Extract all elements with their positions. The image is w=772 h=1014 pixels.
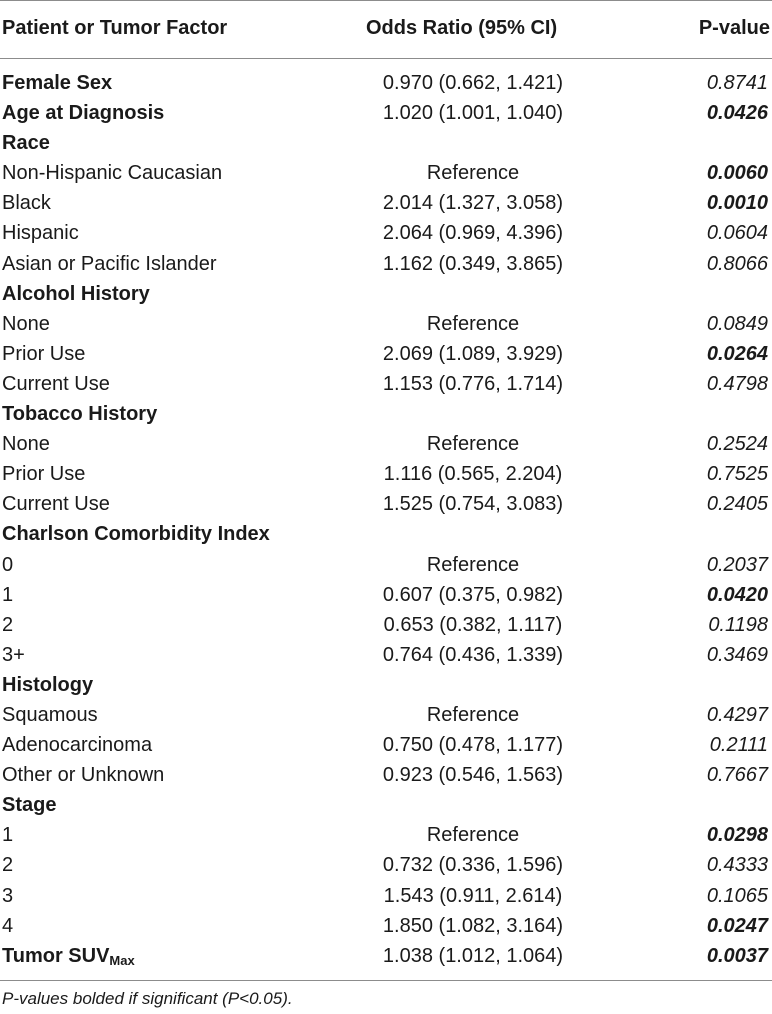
factor-label: 1	[2, 583, 14, 606]
odds-ratio-cell: 1.162 (0.349, 3.865)	[382, 252, 564, 275]
table-body	[0, 68, 772, 971]
factor-label: Race	[2, 132, 50, 155]
table-row	[0, 670, 772, 700]
table-row	[0, 218, 772, 248]
factor-label: Prior Use	[2, 342, 86, 365]
factor-label: Age at Diagnosis	[2, 102, 165, 125]
table-row	[0, 158, 772, 188]
odds-ratio-cell: Reference	[426, 703, 520, 726]
table-row	[0, 790, 772, 820]
table-row	[0, 399, 772, 429]
factor-label: Tobacco History	[2, 403, 158, 426]
p-value-cell: 0.0060	[706, 162, 768, 185]
p-value-cell: 0.0604	[706, 222, 768, 245]
odds-ratio-cell: 2.069 (1.089, 3.929)	[382, 342, 564, 365]
factor-cell	[2, 824, 13, 847]
table-row	[0, 429, 772, 459]
table-row	[0, 279, 772, 309]
factor-cell	[2, 132, 50, 155]
p-value-cell: 0.4297	[706, 703, 768, 726]
odds-ratio-cell: 0.750 (0.478, 1.177)	[382, 734, 564, 757]
factor-label: Non-Hispanic Caucasian	[2, 162, 223, 185]
odds-ratio-cell: 0.970 (0.662, 1.421)	[382, 72, 564, 94]
factor-label: Alcohol History	[2, 282, 150, 305]
odds-ratio-cell: Reference	[426, 553, 520, 576]
factor-label: None	[2, 312, 50, 335]
factor-label: 3	[2, 884, 14, 907]
factor-label: 2	[2, 613, 14, 636]
factor-label: 1	[2, 824, 14, 847]
table-row	[0, 550, 772, 580]
factor-cell	[2, 463, 85, 486]
factor-label: Squamous	[2, 703, 98, 726]
factor-label: Adenocarcinoma	[2, 734, 153, 757]
p-value-cell: 0.3469	[706, 643, 768, 666]
factor-cell	[2, 644, 25, 667]
header-factor: Patient or Tumor Factor	[2, 17, 228, 39]
p-value-cell: 0.8741	[706, 72, 768, 94]
factor-cell	[2, 343, 85, 366]
odds-ratio-cell: 1.116 (0.565, 2.204)	[383, 463, 563, 486]
table-row	[0, 309, 772, 339]
table-row	[0, 700, 772, 730]
factor-label: 4	[2, 914, 14, 937]
factor-label: Black	[2, 192, 51, 215]
odds-ratio-cell: Reference	[426, 312, 520, 335]
factor-cell	[2, 854, 13, 877]
odds-ratio-cell: Reference	[426, 824, 520, 847]
factor-cell	[2, 403, 157, 426]
factor-cell	[2, 373, 110, 396]
odds-ratio-cell: 0.732 (0.336, 1.596)	[382, 854, 564, 877]
odds-ratio-cell: 2.014 (1.327, 3.058)	[382, 192, 564, 215]
factor-cell	[2, 102, 164, 125]
odds-ratio-cell: Reference	[426, 162, 520, 185]
p-value-cell: 0.1198	[708, 613, 768, 636]
factor-cell	[2, 493, 110, 516]
factor-label: Female Sex	[2, 72, 113, 94]
factor-cell	[2, 554, 13, 577]
factor-cell	[2, 674, 93, 697]
p-value-cell: 0.0247	[706, 914, 768, 937]
table-row	[0, 580, 772, 610]
factor-label: Charlson Comorbidity Index	[2, 523, 270, 546]
factor-cell	[2, 704, 98, 727]
table-row	[0, 188, 772, 218]
table-row	[0, 941, 772, 971]
p-value-cell: 0.0298	[706, 824, 768, 847]
table-row	[0, 68, 772, 98]
factor-cell	[2, 222, 79, 245]
table-row	[0, 489, 772, 519]
factor-cell	[2, 794, 56, 817]
odds-ratio-cell: Reference	[426, 433, 520, 456]
odds-ratio-cell: 0.764 (0.436, 1.339)	[382, 643, 564, 666]
factor-cell	[2, 313, 50, 336]
p-value-cell: 0.8066	[706, 252, 768, 275]
factor-cell	[2, 885, 13, 908]
table-row	[0, 459, 772, 489]
table-row	[0, 820, 772, 850]
factor-label: Stage	[2, 794, 57, 817]
factor-cell	[2, 253, 217, 276]
factor-cell	[2, 945, 135, 968]
p-value-cell: 0.0037	[706, 944, 768, 967]
p-value-cell: 0.0420	[706, 583, 768, 606]
factor-label: 0	[2, 553, 14, 576]
factor-label: None	[2, 433, 50, 456]
factor-cell	[2, 162, 222, 185]
p-value-cell: 0.4798	[706, 372, 768, 395]
odds-ratio-cell: 0.653 (0.382, 1.117)	[383, 613, 563, 636]
p-value-cell: 0.7525	[706, 463, 768, 486]
table-row	[0, 339, 772, 369]
factor-label: Histology	[2, 673, 94, 696]
table-row	[0, 98, 772, 128]
factor-subscript: Max	[109, 952, 135, 968]
table-row	[0, 730, 772, 760]
bottom-rule	[0, 980, 772, 981]
table-footnote: P-values bolded if significant (P<0.05).	[2, 989, 293, 1008]
factor-cell	[2, 283, 150, 306]
p-value-cell: 0.0849	[706, 312, 768, 335]
factor-label: Hispanic	[2, 222, 79, 245]
factor-label: Asian or Pacific Islander	[2, 252, 217, 275]
p-value-cell: 0.2524	[706, 433, 768, 456]
table-row	[0, 249, 772, 279]
odds-ratio-cell: 2.064 (0.969, 4.396)	[382, 222, 564, 245]
p-value-cell: 0.1065	[706, 884, 768, 907]
odds-ratio-cell: 1.020 (1.001, 1.040)	[382, 102, 564, 125]
factor-cell	[2, 433, 50, 456]
p-value-cell: 0.7667	[706, 764, 768, 787]
p-value-cell: 0.0264	[706, 342, 768, 365]
odds-ratio-cell: 1.153 (0.776, 1.714)	[382, 372, 564, 395]
p-value-cell: 0.2405	[706, 493, 768, 516]
odds-ratio-cell: 1.850 (1.082, 3.164)	[382, 914, 564, 937]
table-row	[0, 850, 772, 880]
header-rule	[0, 58, 772, 59]
table-row	[0, 519, 772, 549]
odds-ratio-cell: 1.038 (1.012, 1.064)	[382, 944, 564, 967]
table-header	[0, 0, 772, 58]
factor-label: Prior Use	[2, 463, 86, 486]
factor-label: Current Use	[2, 372, 110, 395]
factor-cell	[2, 72, 112, 95]
factor-cell	[2, 915, 13, 938]
table-row	[0, 911, 772, 941]
table-row	[0, 128, 772, 158]
odds-ratio-cell: 0.923 (0.546, 1.563)	[382, 764, 564, 787]
factor-label: 2	[2, 854, 14, 877]
table-row	[0, 760, 772, 790]
odds-ratio-cell: 1.543 (0.911, 2.614)	[383, 884, 563, 907]
p-value-cell: 0.0426	[706, 102, 768, 125]
factor-cell	[2, 192, 51, 215]
table-row	[0, 610, 772, 640]
odds-ratio-cell: 0.607 (0.375, 0.982)	[382, 583, 564, 606]
p-value-cell: 0.4333	[706, 854, 768, 877]
factor-cell	[2, 614, 13, 637]
factor-label: 3+	[2, 643, 25, 666]
table-row	[0, 881, 772, 911]
factor-cell	[2, 584, 13, 607]
table-row	[0, 640, 772, 670]
header-p-value: P-value	[698, 17, 770, 39]
factor-cell	[2, 523, 270, 546]
p-value-cell: 0.0010	[706, 192, 768, 215]
factor-label: Current Use	[2, 493, 110, 516]
table-row	[0, 369, 772, 399]
factor-label: Tumor SUV	[2, 944, 110, 967]
factor-cell	[2, 734, 152, 757]
header-odds-ratio: Odds Ratio (95% CI)	[366, 17, 558, 39]
odds-ratio-cell: 1.525 (0.754, 3.083)	[382, 493, 564, 516]
factor-cell	[2, 764, 164, 787]
p-value-cell: 0.2111	[709, 734, 768, 757]
factor-label: Other or Unknown	[2, 764, 165, 787]
p-value-cell: 0.2037	[706, 553, 768, 576]
